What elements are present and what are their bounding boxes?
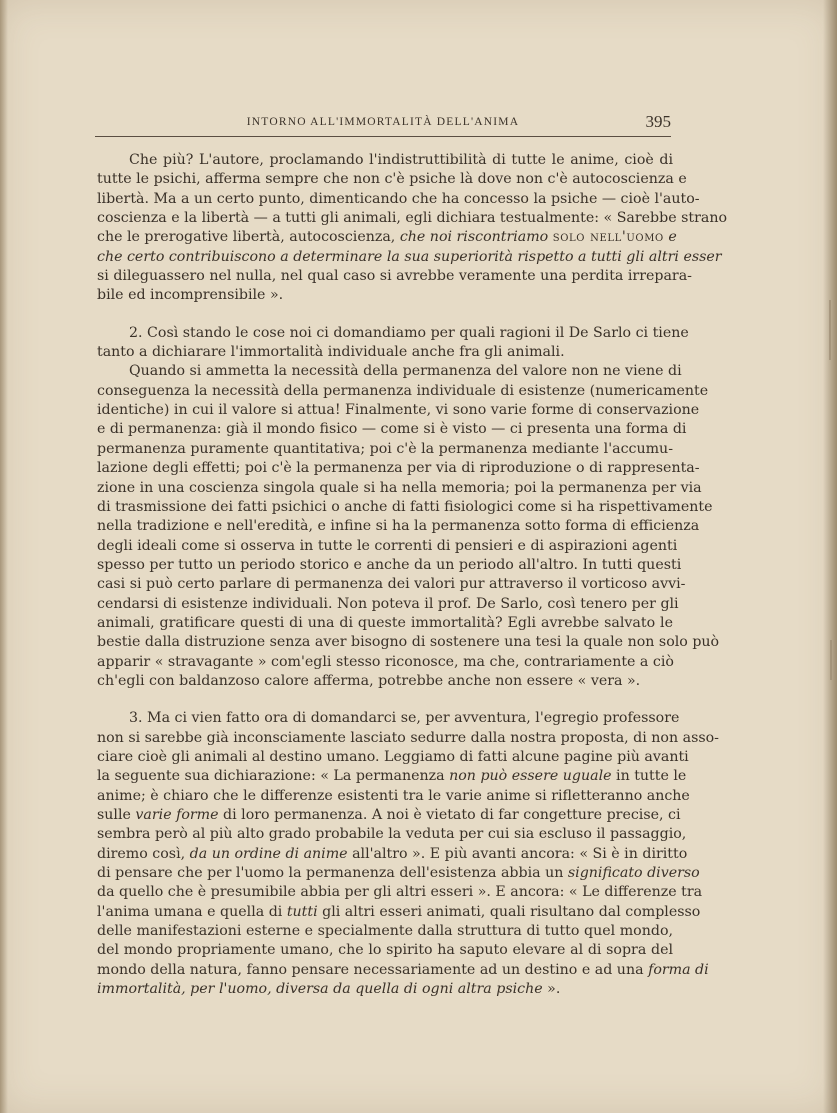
text-line [97,498,713,517]
text-run: degli ideali come si osserva in tutte le correnti di pensieri e di aspirazioni agenti [97,537,678,554]
text-line [97,556,682,575]
text-run: da quello che è presumibile abbia per gli altri esseri ». E ancora: « Le differenze tra [97,884,703,901]
text-run: bestie dalla distruzione senza aver bisogno di sostenere una tesi la quale non solo può [97,634,720,651]
text-line [97,748,689,767]
text-run: gli altri esseri animati, quali risultano dal complesso [317,903,701,920]
text-run: di trasmissione dei fatti psichici o anche di fatti fisiologici come si ha rispettivamente [97,498,713,515]
text-run: non si sarebbe già inconsciamente lasciato sedurre dalla nostra proposta, di non asso- [97,729,719,746]
paragraph [97,709,719,999]
paragraph-gap [97,691,673,709]
small-caps-text: solo nell'uomo [552,229,664,246]
text-run: ciare cioè gli animali al destino umano. Leggiamo di fatti alcune pagine più avanti [97,748,689,765]
text-run: Quando si ammetta la necessità della permanenza del valore non ne viene di [129,363,682,380]
text-run: lazione degli effetti; poi c'è la permanenza per via di riproduzione o di rappresenta- [97,460,700,477]
text-line [97,440,673,459]
text-line [97,595,679,614]
text-line [97,806,681,825]
text-run: tanto a dichiarare l'immortalità individuale anche fra gli animali. [97,344,565,361]
text-run: spesso per tutto un periodo storico e anche da un periodo all'altro. In tutti questi [97,556,682,573]
text-run: del mondo propriamente umano, che lo spirito ha saputo elevare al di sopra del [97,942,673,959]
text-run: la seguente sua dichiarazione: « La permanenza [97,768,450,785]
text-line [97,825,687,844]
text-run: permanenza puramente quantitativa; poi c'è la permanenza mediante l'accumu- [97,440,673,457]
text-line [97,767,687,786]
text-line [97,401,700,420]
running-title: INTORNO ALL'IMMORTALITÀ DELL'ANIMA [246,116,520,128]
text-line [97,324,689,343]
text-line [97,420,687,439]
text-run: animali, gratificare questi di una di queste immortalità? Egli avrebbe salvato le [97,614,673,631]
text-line [97,151,673,170]
text-line [97,729,719,748]
text-line [97,343,673,362]
text-run: diremo così, [97,845,190,862]
text-run: in tutte le [611,768,687,785]
text-line [97,382,709,401]
text-line [97,903,701,922]
text-line [97,653,673,672]
margin-mark [830,640,832,680]
text-run: delle manifestazioni esterne e specialmente dalla struttura di tutto quel mondo, [97,923,673,940]
text-run: sulle [97,807,136,823]
text-line [97,479,702,498]
text-line [97,267,692,286]
text-line [97,575,686,594]
text-run: nella tradizione e nell'eredità, e infine si ha la permanenza sotto forma di efficienza [97,518,700,535]
text-run: libertà. Ma a un certo punto, dimenticando che ha concesso la psiche — cioè l'auto- [97,190,700,207]
italic-text: varie forme [135,807,219,823]
text-line [97,864,700,883]
text-run: ch'egli con baldanzoso calore afferma, potrebbe anche non essere « vera ». [97,672,641,689]
text-line [97,961,709,980]
text-line [97,248,722,267]
paragraph-gap [97,306,673,324]
text-run: Che più? L'autore, proclamando l'indistruttibilità di tutte le anime, cioè di [129,152,673,168]
page-number: 395 [645,112,671,131]
italic-text: da un ordine di anime [189,845,348,862]
text-run: 2. Così stando le cose noi ci domandiamo per quali ragioni il De Sarlo ci tiene [129,324,689,341]
paragraph [97,324,720,692]
italic-text: che noi riscontriamo [399,229,549,246]
text-body [97,151,728,999]
text-run: cendarsi di esistenze individuali. Non poteva il prof. De Sarlo, così tenero per gli [97,595,679,612]
text-line [97,883,703,902]
italic-text: forma di [648,961,709,978]
text-run: zione in una coscienza singola quale si ha nella memoria; poi la permanenza per via [97,479,702,496]
text-line [97,286,673,305]
text-line [97,614,673,633]
text-run: di pensare che per l'uomo la permanenza dell'esistenza abbia un [97,865,568,882]
italic-text: tutti [286,903,318,920]
text-run: ». [542,981,561,998]
text-line [97,672,673,691]
text-run: 3. Ma ci vien fatto ora di domandarci se, per avventura, l'egregio professore [129,710,680,727]
italic-text: che certo contribuiscono a determinare la sua superiorità rispetto a tutti gli altri esser [97,248,722,265]
text-run: casi si può certo parlare di permanenza dei valori pur attraverso il vorticoso avvi- [97,576,686,593]
running-header [95,112,671,137]
text-line [97,537,678,556]
text-run: che le prerogative libertà, autocoscienza, [97,229,400,246]
text-run: di loro permanenza. A noi è vietato di far congetture precise, ci [218,807,681,823]
text-run: tutte le psichi, afferma sempre che non c'è psiche là dove non c'è autocoscienza e [97,171,687,188]
text-line [97,845,688,864]
text-run: apparir « stravagante » com'egli stesso riconosce, ma che, contrariamente a ciò [97,653,674,670]
italic-text: e [668,229,677,246]
text-run: si dileguassero nel nulla, nel qual caso si avrebbe veramente una perdita irrepara- [97,268,692,285]
text-line [97,362,682,381]
text-line [97,170,687,189]
text-line [97,633,720,652]
text-run: anime; è chiaro che le differenze esistenti tra le varie anime si rifletteranno anche [97,787,690,804]
text-run: mondo della natura, fanno pensare necessariamente ad un destino e ad una [97,961,649,978]
text-line [97,980,673,999]
text-line [97,787,690,806]
italic-text: significato diverso [567,865,700,882]
text-run: coscienza e la libertà — a tutti gli animali, egli dichiara testualmente: « Sarebbe strano [97,210,728,227]
text-line [97,922,673,941]
paragraph [97,151,728,306]
text-run: e di permanenza: già il mondo fisico — come si è visto — ci presenta una forma di [97,421,687,438]
text-line [97,459,700,478]
text-run: bile ed incomprensibile ». [97,287,284,304]
text-line [97,228,677,247]
text-run: identiche) in cui il valore si attua! Finalmente, vi sono varie forme di conservazione [97,402,700,419]
text-run: l'anima umana e quella di [97,903,287,920]
text-line [97,190,700,209]
margin-mark [829,300,831,360]
text-line [97,209,728,228]
text-run: sembra però al più alto grado probabile la veduta per cui sia escluso il passaggio, [97,826,687,843]
italic-text: non può essere uguale [449,768,612,785]
text-line [97,517,700,536]
italic-text: immortalità, per l'uomo, diversa da quella di ogni altra psiche [97,981,543,998]
text-run: conseguenza la necessità della permanenza individuale di esistenze (numericamente [97,382,709,399]
text-run: all'altro ». E più avanti ancora: « Si è in diritto [347,845,688,862]
text-line [97,941,673,960]
text-line [97,709,680,728]
